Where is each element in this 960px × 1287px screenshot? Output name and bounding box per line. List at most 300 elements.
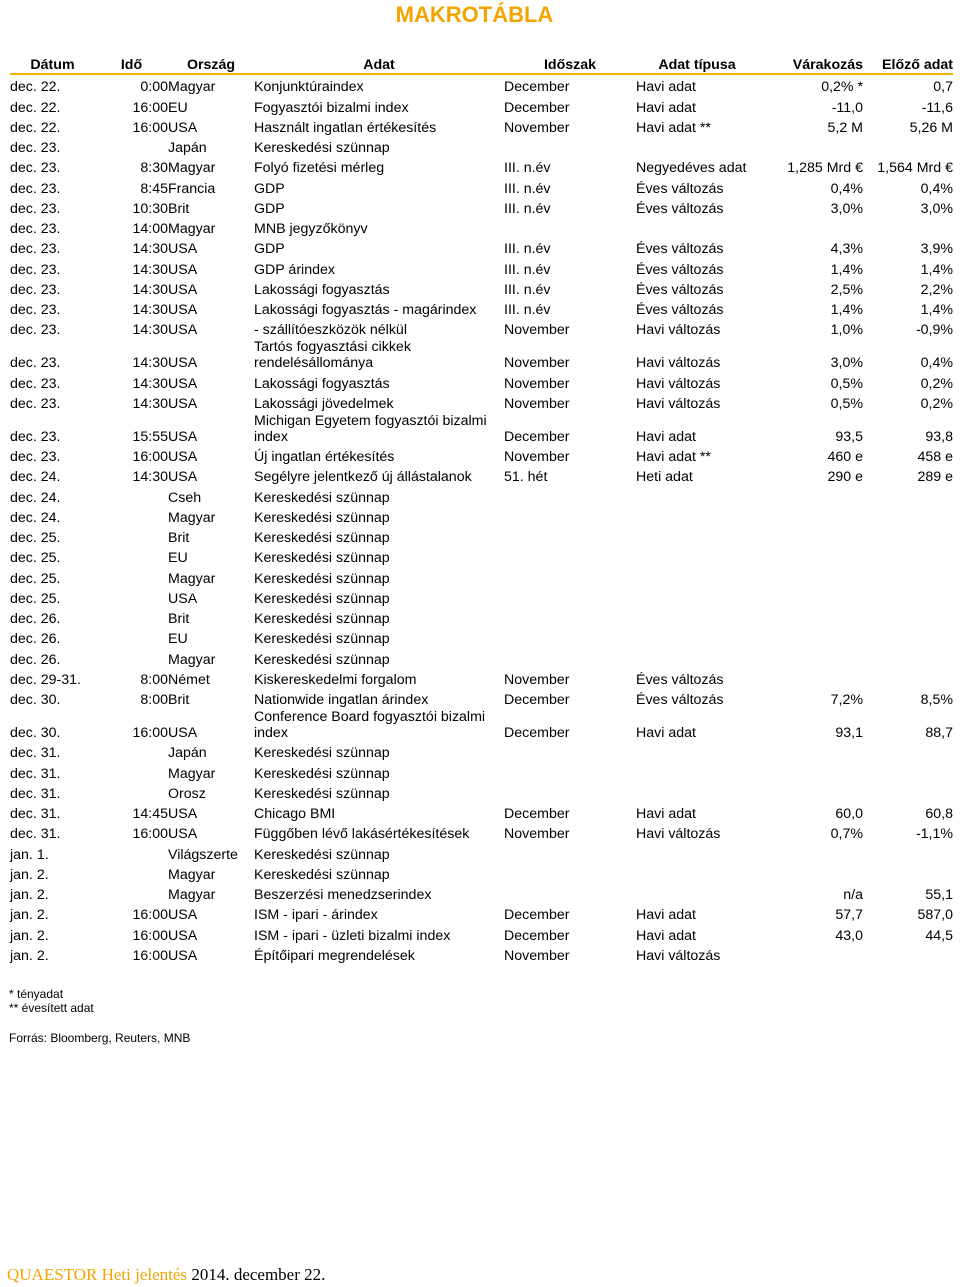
table-row [10,412,953,445]
cell-date: dec. 23. [10,302,61,318]
cell-previous [863,546,953,566]
cell-type: Éves változás [636,281,724,298]
table-row [10,445,953,465]
cell-date: dec. 23. [10,261,61,278]
cell-date: dec. 23. [10,355,61,372]
cell-event: Folyó fizetési mérleg [254,160,385,177]
cell-type [636,741,758,761]
cell-period: November [504,375,570,392]
cell-time: 8:00 [140,671,168,688]
cell-country: USA [168,119,198,136]
cell-event: MNB jegyzőkönyv [254,221,368,237]
cell-event: ISM - ipari - üzleti bizalmi index [254,927,451,944]
cell-period: December [504,927,570,944]
footer-date: 2014. december 22. [187,1265,326,1284]
cell-type: Éves változás [636,241,724,258]
cell-time [95,587,168,607]
cell-time: 16:00 [132,119,168,136]
cell-expected: 57,7 [835,907,863,924]
cell-previous [863,485,953,505]
cell-country: USA [168,428,198,445]
cell-previous: 60,8 [925,806,953,822]
table-row [10,465,953,485]
cell-previous: -1,1% [915,826,953,843]
cell-country: Francia [168,180,216,197]
cell-country: USA [168,322,198,339]
cell-date: dec. 23. [10,449,61,465]
cell-event: Kereskedési szünnap [254,765,390,782]
cell-expected: 1,4% [830,261,863,278]
cell-date: jan. 1. [10,846,49,863]
cell-type: Havi adat ** [636,119,711,136]
cell-time: 15:55 [132,428,168,445]
cell-time [95,842,168,862]
table-row [10,485,953,505]
cell-expected: 0,5% [830,375,863,392]
cell-period [504,217,636,237]
cell-expected: 1,285 Mrd € [787,160,863,177]
cell-type [636,607,758,627]
cell-period [504,485,636,505]
cell-date: dec. 22. [10,99,61,116]
cell-event: Kereskedési szünnap [254,140,390,156]
cell-expected: 1,4% [830,302,863,318]
cell-type: Éves változás [636,692,724,708]
cell-type: Havi adat ** [636,449,711,465]
cell-expected [758,761,863,781]
table-row [10,802,953,822]
cell-time: 16:00 [132,725,168,741]
cell-previous: 88,7 [925,725,953,741]
cell-time [95,506,168,526]
cell-period: December [504,806,570,822]
cell-event: Kereskedési szünnap [254,509,390,526]
cell-type [636,587,758,607]
cell-expected: 43,0 [835,927,863,944]
cell-date: dec. 23. [10,200,61,217]
cell-period [504,761,636,781]
cell-country: Magyar [168,509,216,526]
cell-date: jan. 2. [10,947,49,964]
cell-type: Éves változás [636,671,724,688]
cell-time: 14:30 [132,395,168,412]
cell-previous: 93,8 [925,428,953,445]
column-header-period: Időszak [504,51,636,74]
cell-expected [758,842,863,862]
cell-type: Negyedéves adat [636,160,747,177]
cell-expected: 0,5% [830,395,863,412]
cell-date: dec. 30. [10,692,61,708]
footnotes [9,987,94,1015]
cell-time [95,546,168,566]
cell-expected: 2,5% [830,281,863,298]
table-row [10,566,953,586]
cell-previous: -11,6 [921,99,953,116]
cell-time: 8:30 [140,160,168,177]
cell-period: III. n.év [504,241,551,258]
cell-previous [863,136,953,156]
column-header-country: Ország [168,51,254,74]
cell-previous [863,217,953,237]
cell-country: Magyar [168,651,216,668]
cell-date: jan. 2. [10,866,49,883]
cell-type [636,136,758,156]
cell-period: December [504,79,570,96]
cell-date: dec. 23. [10,180,61,197]
table-row [10,318,953,338]
cell-previous [863,587,953,607]
cell-period [504,506,636,526]
cell-period: III. n.év [504,200,551,217]
cell-period: November [504,947,570,964]
cell-time [95,566,168,586]
column-header-event: Adat [254,51,504,74]
cell-country: USA [168,725,198,741]
table-row [10,944,953,964]
cell-previous: 2,2% [920,281,953,298]
cell-period: III. n.év [504,160,551,177]
cell-event: Kereskedési szünnap [254,489,390,506]
cell-country: USA [168,355,198,372]
table-row [10,863,953,883]
cell-expected: 0,4% [830,180,863,197]
cell-period: November [504,826,570,843]
cell-time [95,485,168,505]
table-row [10,526,953,546]
cell-time: 14:30 [132,469,168,486]
cell-expected [758,526,863,546]
cell-type [636,863,758,883]
table-row [10,156,953,176]
cell-period: III. n.év [504,180,551,197]
cell-time: 14:45 [132,806,168,822]
cell-expected [758,863,863,883]
cell-type [636,782,758,802]
cell-period [504,647,636,667]
table-row [10,761,953,781]
cell-previous [863,668,953,688]
cell-previous [863,842,953,862]
cell-previous: -0,9% [915,322,953,339]
cell-previous: 3,9% [920,241,953,258]
cell-previous: 1,564 Mrd € [877,160,953,177]
cell-previous: 55,1 [925,887,953,903]
cell-time [95,761,168,781]
cell-event: - szállítóeszközök nélkül [254,322,407,339]
cell-type [636,546,758,566]
cell-event: Segélyre jelentkező új állástalanok [254,469,472,486]
cell-expected: 4,3% [830,241,863,258]
cell-country: Brit [168,530,190,546]
cell-date: dec. 23. [10,140,61,156]
cell-type [636,506,758,526]
cell-previous [863,647,953,667]
cell-country: EU [168,99,188,116]
cell-date: dec. 24. [10,469,61,486]
cell-country: Cseh [168,489,202,506]
cell-type: Havi adat [636,99,696,116]
cell-expected [758,647,863,667]
source-note: Forrás: Bloomberg, Reuters, MNB [9,1031,191,1045]
cell-country: Magyar [168,79,216,96]
cell-country: Japán [168,745,207,762]
cell-period [504,607,636,627]
cell-previous [863,627,953,647]
cell-event: Kereskedési szünnap [254,785,390,802]
cell-type [636,485,758,505]
cell-type: Éves változás [636,261,724,278]
cell-time: 16:00 [132,826,168,843]
cell-country: Magyar [168,570,216,587]
cell-type: Havi változás [636,375,721,392]
cell-event: Kereskedési szünnap [254,631,390,648]
table-row [10,197,953,217]
cell-date: dec. 25. [10,530,61,546]
cell-previous [863,506,953,526]
cell-event: Beszerzési menedzserindex [254,887,432,903]
table-row [10,278,953,298]
cell-time: 16:00 [132,927,168,944]
cell-event: Kereskedési szünnap [254,846,390,863]
cell-expected [758,566,863,586]
cell-time: 8:45 [140,180,168,197]
cell-type [636,842,758,862]
cell-date: dec. 25. [10,590,61,607]
cell-date: dec. 23. [10,395,61,412]
cell-previous: 587,0 [917,907,953,924]
cell-previous: 458 e [917,449,953,465]
table-row [10,136,953,156]
column-header-type: Adat típusa [636,51,758,74]
table-row [10,257,953,277]
cell-event: Kiskereskedelmi forgalom [254,671,417,688]
cell-event: Konjunktúraindex [254,79,364,96]
table-row [10,883,953,903]
cell-time: 14:30 [132,355,168,372]
cell-time: 14:30 [132,322,168,339]
cell-time: 16:00 [132,947,168,964]
cell-event: Lakossági fogyasztás - magárindex [254,302,477,318]
cell-date: dec. 26. [10,631,61,648]
page-title: MAKROTÁBLA [395,2,554,27]
cell-period: December [504,692,570,708]
cell-date: dec. 23. [10,281,61,298]
cell-event: Kereskedési szünnap [254,530,390,546]
cell-type: Havi adat [636,927,696,944]
cell-period: November [504,395,570,412]
cell-type: Havi adat [636,725,696,741]
cell-event: Lakossági fogyasztás [254,281,390,298]
cell-type: Éves változás [636,200,724,217]
cell-expected [758,506,863,526]
cell-type [636,526,758,546]
table-row [10,842,953,862]
cell-date: jan. 2. [10,907,49,924]
macro-table [10,51,953,964]
cell-period [504,741,636,761]
cell-event: GDP [254,200,285,217]
cell-date: dec. 23. [10,241,61,258]
cell-expected [758,741,863,761]
cell-type: Éves változás [636,180,724,197]
cell-type [636,883,758,903]
cell-country: EU [168,631,188,648]
table-row [10,647,953,667]
cell-event: Kereskedési szünnap [254,651,390,668]
cell-country: Brit [168,692,190,708]
cell-date: dec. 23. [10,160,61,177]
cell-time: 16:00 [132,907,168,924]
cell-country: Magyar [168,887,216,903]
cell-date: dec. 23. [10,375,61,392]
table-row [10,627,953,647]
cell-previous: 1,4% [920,302,953,318]
table-row [10,95,953,115]
cell-expected [758,587,863,607]
cell-previous: 3,0% [920,200,953,217]
cell-previous: 0,4% [920,180,953,197]
cell-country: USA [168,469,198,486]
cell-country: USA [168,927,198,944]
cell-expected: n/a [843,887,863,903]
cell-country: Magyar [168,221,216,237]
cell-previous: 44,5 [925,927,953,944]
cell-type: Havi változás [636,826,721,843]
cell-type [636,761,758,781]
cell-period: 51. hét [504,469,548,486]
cell-period: November [504,119,570,136]
cell-date: dec. 25. [10,550,61,567]
cell-previous: 0,2% [920,375,953,392]
cell-type: Havi adat [636,806,696,822]
cell-date: dec. 22. [10,119,61,136]
cell-time [95,136,168,156]
cell-country: Orosz [168,785,206,802]
cell-type: Havi változás [636,355,721,372]
cell-type: Havi változás [636,322,721,339]
cell-time: 16:00 [132,99,168,116]
cell-event: Tartós fogyasztási cikkek rendelésállománya [254,339,411,372]
cell-date: jan. 2. [10,927,49,944]
cell-country: Japán [168,140,207,156]
cell-previous [863,526,953,546]
cell-previous: 289 e [917,469,953,486]
cell-event: GDP [254,241,285,258]
cell-expected [758,782,863,802]
cell-time [95,627,168,647]
cell-country: USA [168,806,198,822]
cell-period [504,566,636,586]
cell-country: USA [168,907,198,924]
cell-country: USA [168,281,198,298]
cell-period: December [504,428,570,445]
cell-event: Kereskedési szünnap [254,611,390,627]
cell-previous [863,761,953,781]
cell-previous [863,863,953,883]
cell-period [504,842,636,862]
cell-period [504,863,636,883]
cell-country: USA [168,375,198,392]
table-header-row [10,51,953,74]
cell-period: December [504,725,570,741]
cell-event: Kereskedési szünnap [254,866,390,883]
table-row [10,506,953,526]
table-row [10,587,953,607]
cell-date: dec. 23. [10,322,61,339]
cell-time [95,607,168,627]
cell-date: dec. 23. [10,221,61,237]
column-header-previous: Előző adat [863,51,953,74]
cell-event: GDP árindex [254,261,335,278]
column-header-expected: Várakozás [758,51,863,74]
table-row [10,298,953,318]
cell-event: Michigan Egyetem fogyasztói bizalmi index [254,412,487,445]
cell-country: USA [168,826,198,843]
cell-period: November [504,449,570,465]
cell-expected: 3,0% [830,200,863,217]
cell-date: dec. 29-31. [10,671,81,688]
table-row [10,371,953,391]
cell-expected [758,217,863,237]
cell-country: EU [168,550,188,567]
cell-date: jan. 2. [10,887,49,903]
cell-type [636,627,758,647]
cell-country: Brit [168,611,190,627]
table-row [10,688,953,708]
table-row [10,546,953,566]
cell-type [636,217,758,237]
cell-date: dec. 26. [10,651,61,668]
cell-country: USA [168,261,198,278]
cell-country: Világszerte [168,846,238,863]
cell-country: Brit [168,200,190,217]
cell-time: 14:30 [132,261,168,278]
table-row [10,74,953,95]
page-footer [7,1265,325,1285]
table-body [10,74,953,964]
cell-previous [863,741,953,761]
table-row [10,176,953,196]
cell-date: dec. 30. [10,725,61,741]
cell-expected [758,627,863,647]
cell-expected: 5,2 M [827,119,863,136]
table-row [10,392,953,412]
cell-type [636,647,758,667]
cell-expected: 60,0 [835,806,863,822]
cell-event: Nationwide ingatlan árindex [254,692,429,708]
cell-previous: 8,5% [920,692,953,708]
table-row [10,338,953,371]
cell-previous: 0,2% [920,395,953,412]
cell-expected [758,485,863,505]
cell-expected [758,546,863,566]
cell-time [95,863,168,883]
cell-time: 0:00 [140,79,168,96]
cell-time: 14:30 [132,241,168,258]
cell-period: November [504,671,570,688]
cell-type: Havi adat [636,79,696,96]
cell-time [95,741,168,761]
cell-previous [863,607,953,627]
column-header-date: Dátum [10,51,95,74]
cell-expected [758,607,863,627]
cell-country: USA [168,302,198,318]
cell-expected [758,136,863,156]
cell-date: dec. 31. [10,745,61,762]
cell-date: dec. 22. [10,79,61,96]
table-row [10,923,953,943]
cell-event: Kereskedési szünnap [254,550,390,567]
